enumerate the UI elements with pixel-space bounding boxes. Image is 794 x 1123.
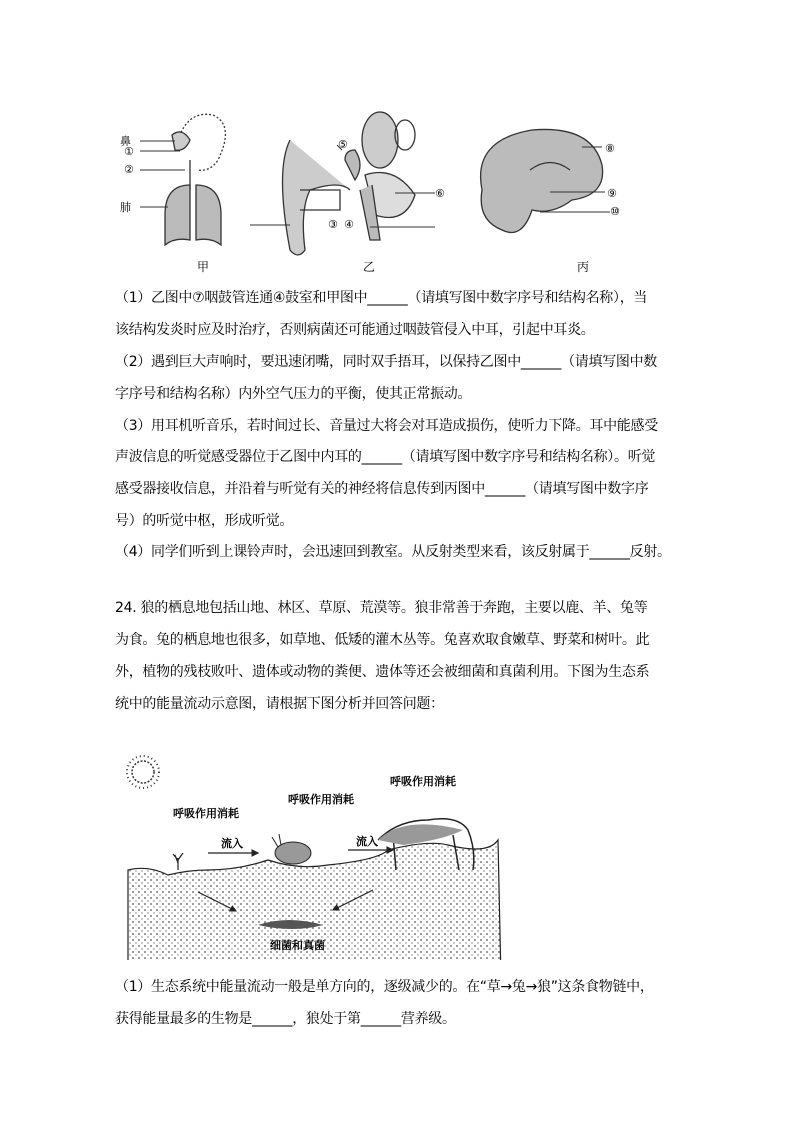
grass-icon — [173, 853, 183, 870]
brain-drawing — [481, 129, 610, 232]
respiration-label-rabbit: 呼吸作用消耗 — [288, 793, 354, 806]
text-line: （2）遇到巨大声响时，要迅速闭嘴，同时双手捂耳，以保持乙图中______（请填写图中数 — [115, 354, 658, 370]
label-10: ⑩ — [610, 205, 620, 218]
text-line: 为食。兔的栖息地也很多，如草地、低矮的灌木丛等。兔喜欢取食嫩草、野菜和树叶。此 — [115, 632, 650, 648]
figure-energy-flow — [118, 735, 528, 960]
text-line: 号）的听觉中枢，形成听觉。 — [115, 513, 294, 529]
text-line: （1）生态系统中能量流动一般是单方向的，逐级减少的。在“草→兔→狼”这条食物链中， — [115, 979, 654, 995]
energy-flow-drawing — [118, 735, 528, 960]
figure-anatomy — [110, 100, 680, 280]
ear-drawing — [250, 112, 435, 255]
label-3: ③ — [328, 218, 338, 231]
respiration-label-grass: 呼吸作用消耗 — [173, 807, 239, 820]
text-line: 感受器接收信息，并沿着与听觉有关的神经将信息传到丙图中______（请填写图中数字序 — [115, 481, 649, 497]
text-line: 该结构发炎时应及时治疗，否则病菌还可能通过咽鼓管侵入中耳，引起中耳炎。 — [115, 322, 595, 338]
text-line: 获得能量最多的生物是______，狼处于第______营养级。 — [115, 1011, 456, 1027]
text-line: 统中的能量流动示意图，请根据下图分析并回答问题： — [115, 696, 444, 712]
text-line: （1）乙图中⑦咽鼓管连通④鼓室和甲图中______（请填写图中数字序号和结构名称），当 — [115, 290, 648, 306]
flow-label-1: 流入 — [221, 837, 243, 850]
label-lung: 肺 — [120, 201, 131, 214]
label-5: ⑤ — [338, 138, 348, 151]
sun-icon — [127, 756, 159, 788]
label-9: ⑨ — [607, 187, 617, 200]
text-line: （3）用耳机听音乐，若时间过长、音量过大将会对耳造成损伤，使听力下降。耳中能感受 — [115, 418, 658, 434]
text-line: 外，植物的残枝败叶、遗体或动物的粪便、遗体等还会被细菌和真菌利用。下图为生态系 — [115, 664, 650, 680]
rabbit-icon — [272, 834, 311, 864]
flow-label-2: 流入 — [356, 835, 378, 848]
text-line: 字序号和结构名称）内外空气压力的平衡，使其正常振动。 — [115, 386, 472, 402]
text-line: （4）同学们听到上课铃声时，会迅速回到教室。从反射类型来看，该反射属于______反射。 — [115, 544, 671, 560]
label-1: ① — [124, 145, 134, 158]
label-8: ⑧ — [605, 142, 615, 155]
text-line: 声波信息的听觉感受器位于乙图中内耳的______（请填写图中数字序号和结构名称）。听觉 — [115, 449, 656, 465]
respiration-label-wolf: 呼吸作用消耗 — [390, 775, 456, 788]
label-2: ② — [124, 163, 134, 176]
label-nose: 鼻 — [120, 135, 131, 148]
text-line: 24. 狼的栖息地包括山地、林区、草原、荒漠等。狼非常善于奔跑，主要以鹿、羊、兔等 — [115, 600, 648, 616]
caption-bing: 丙 — [577, 260, 590, 274]
decomposer-label: 细菌和真菌 — [270, 939, 325, 952]
respiratory-system-drawing — [140, 114, 225, 245]
label-4: ④ — [344, 218, 354, 231]
caption-yi: 乙 — [363, 260, 376, 274]
caption-jia: 甲 — [197, 260, 210, 274]
label-6: ⑥ — [435, 187, 445, 200]
anatomy-drawings — [110, 100, 680, 280]
